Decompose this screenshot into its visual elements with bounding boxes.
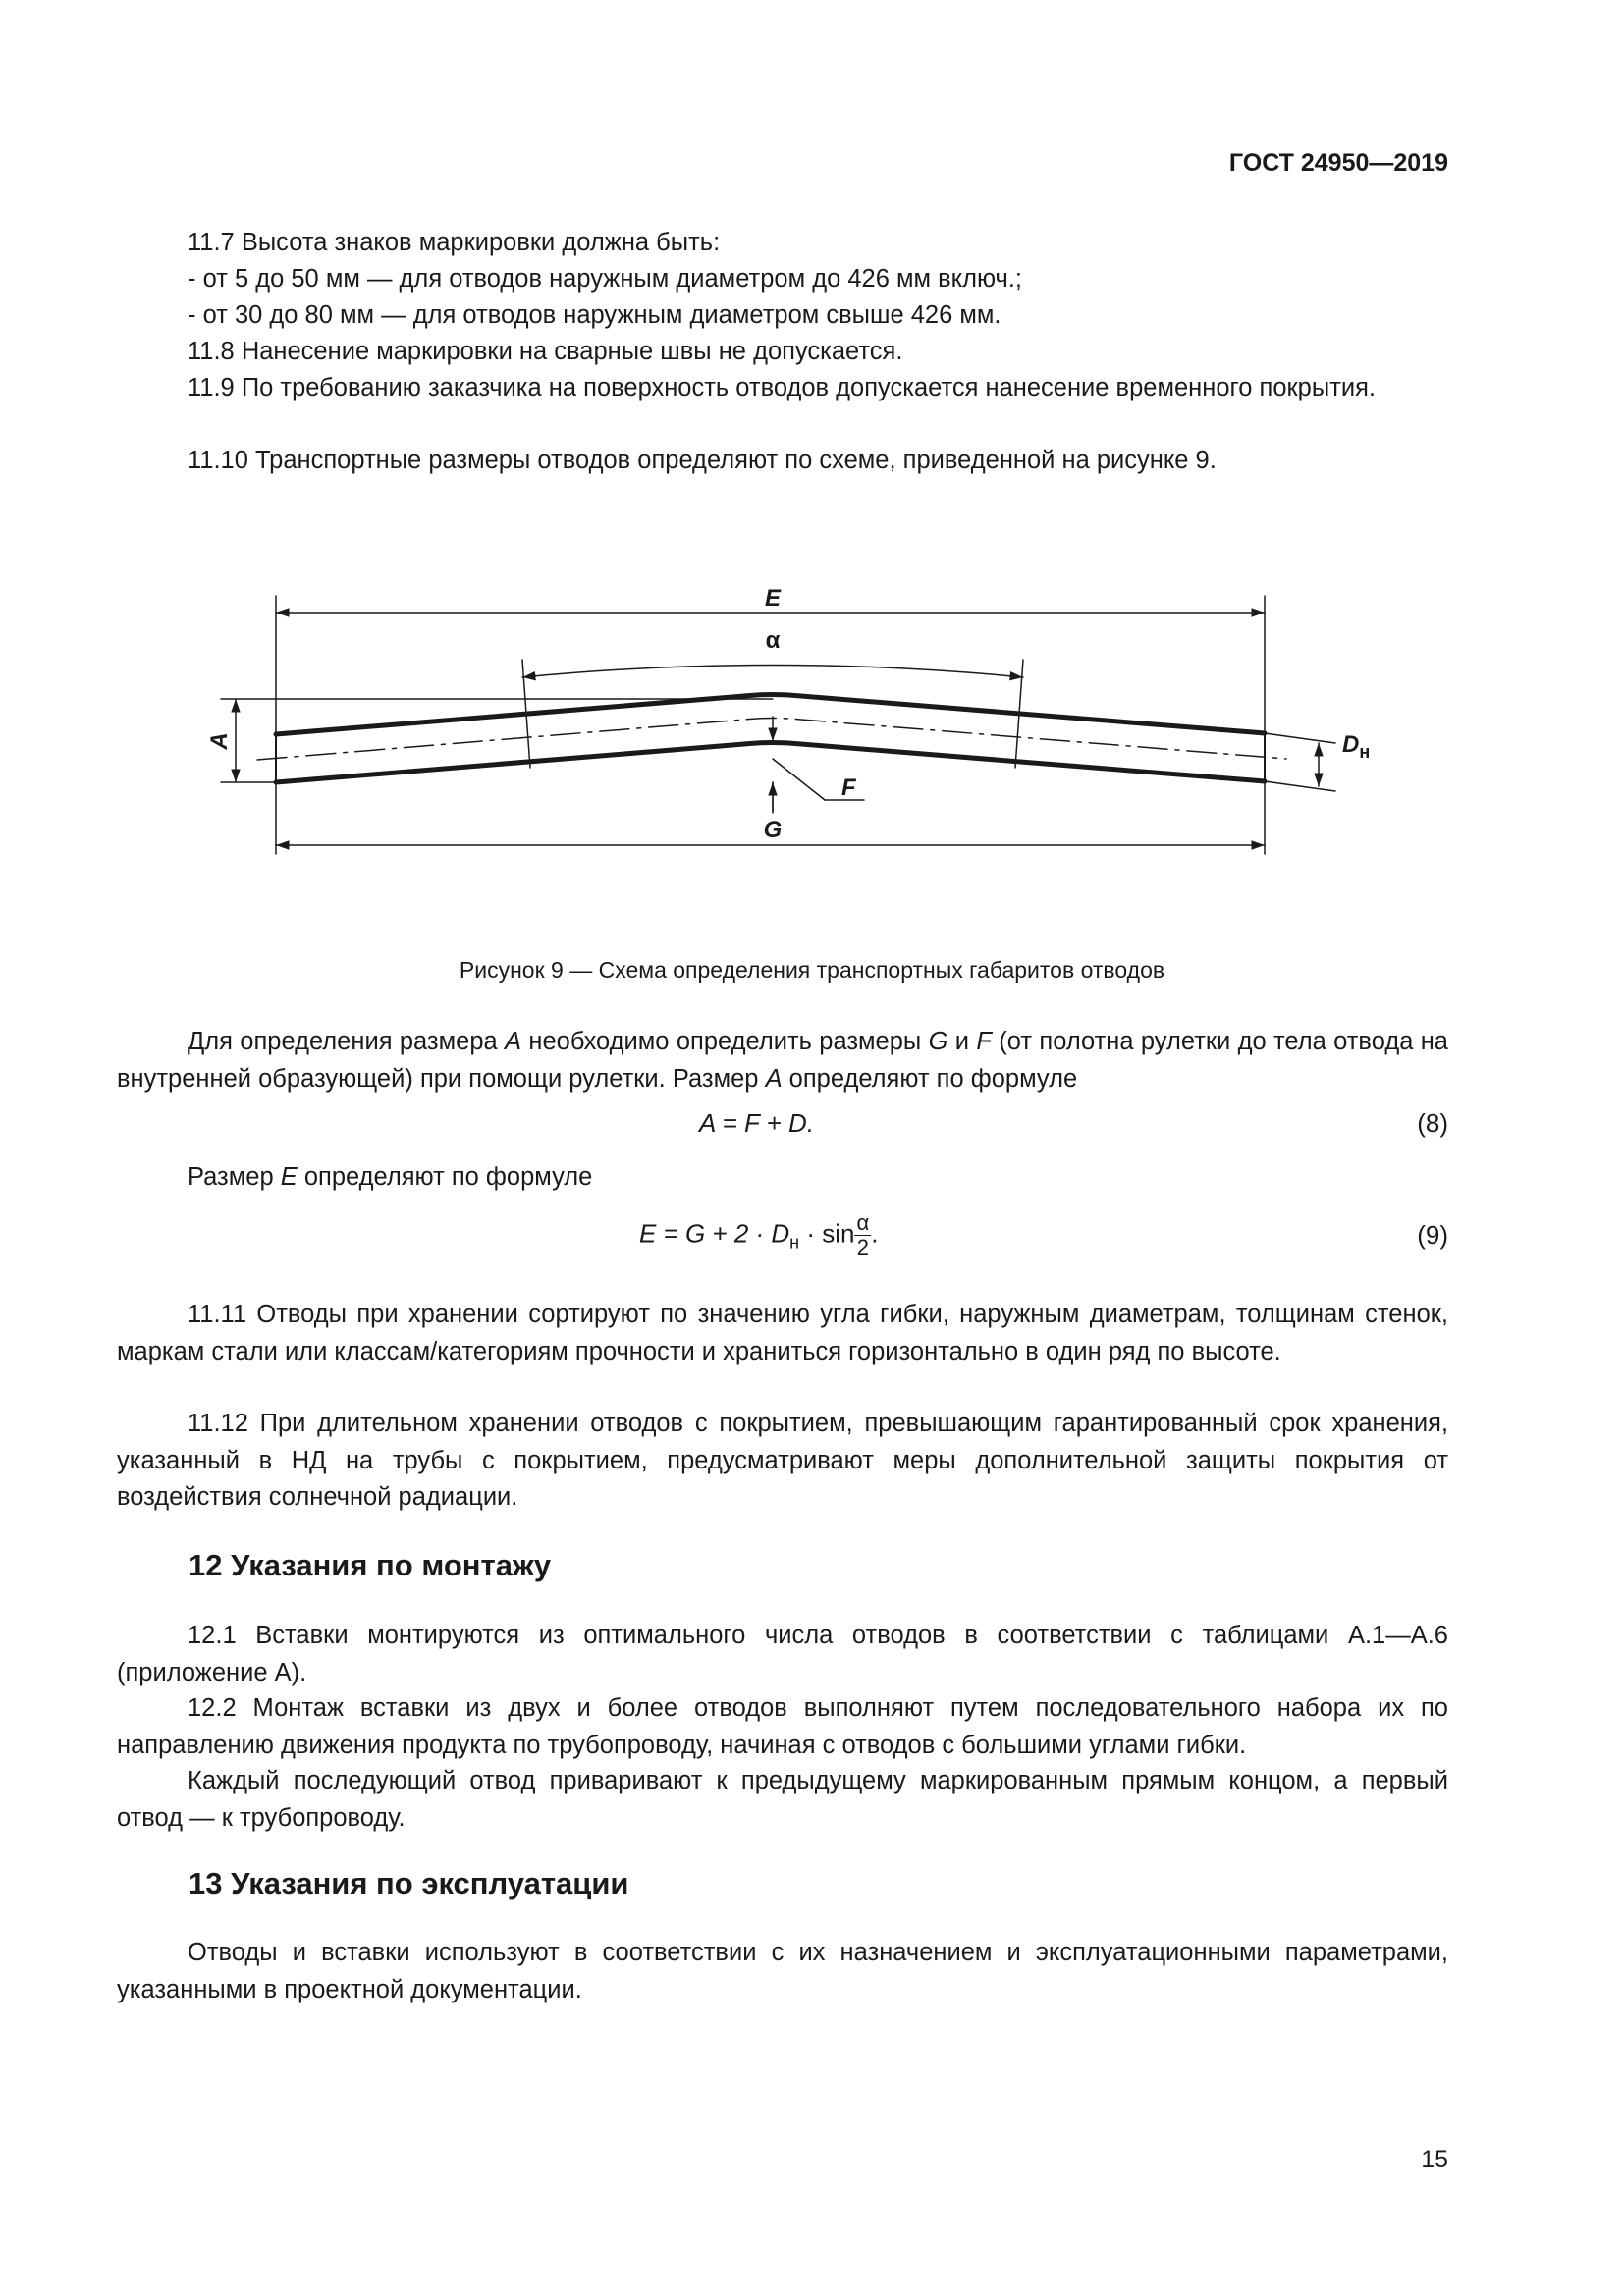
label-Dn: $D_н$	[1342, 731, 1371, 762]
list-item: - от 30 до 80 мм — для отводов наружным диаметром свыше 426 мм.	[188, 301, 1001, 329]
label-alpha: α	[765, 627, 781, 654]
paragraph-11-7: 11.7 Высота знаков маркировки должна быть:	[188, 229, 721, 256]
section-13-title: 13 Указания по эксплуатации	[189, 1866, 629, 1900]
paragraph-size-A: Для определения размера A необходимо определить размеры G и F (от полотна рулетки до тела отвода на внутренней образующей) при помощи рулетки. Размер A определяют по формуле	[117, 1028, 1448, 1093]
label-G: G	[763, 817, 783, 843]
formula-9: $E = G + 2 \cdot D_н \cdot \sin$ $\frac{\alpha}{2}$ .	[639, 1210, 879, 1259]
formula-9-number: (9)	[1417, 1220, 1448, 1250]
paragraph-13-1: Отводы и вставки используют в соответствии с их назначением и эксплуатационными параметрами, указанными в проектной документации.	[117, 1939, 1448, 2003]
label-F: F	[841, 774, 856, 801]
paragraph-11-10: 11.10 Транспортные размеры отводов определяют по схеме, приведенной на рисунке 9.	[188, 447, 1217, 474]
paragraph-11-12: 11.12 При длительном хранении отводов с покрытием, превышающим гарантированный срок хранения, указанный в НД на трубы с покрытием, предусматривают меры дополнительной защиты покрытия от воздействия солнечной радиации.	[117, 1410, 1448, 1511]
section-12-title: 12 Указания по монтажу	[189, 1548, 552, 1582]
paragraph-11-9: 11.9 По требованию заказчика на поверхность отводов допускается нанесение временного покрытия.	[188, 374, 1377, 401]
paragraph-12-1: 12.1 Вставки монтируются из оптимального числа отводов в соответствии с таблицами А.1—А.6 (приложение А).	[117, 1622, 1448, 1686]
formula-8: A = F + D.	[699, 1108, 815, 1138]
formula-8-number: (8)	[1417, 1108, 1448, 1138]
label-A: A	[206, 732, 233, 750]
paragraph-11-8: 11.8 Нанесение маркировки на сварные швы не допускается.	[188, 338, 903, 365]
figure-9-diagram	[0, 560, 1624, 883]
paragraph-12-3: Каждый последующий отвод приваривают к предыдущему маркированным прямым концом, а первый отвод — к трубопроводу.	[117, 1767, 1448, 1832]
label-E: E	[764, 585, 782, 612]
paragraph-size-E: Размер E определяют по формуле	[188, 1163, 593, 1191]
paragraph-12-2: 12.2 Монтаж вставки из двух и более отводов выполняют путем последовательного набора их по направлению движения продукта по трубопроводу, начиная с отводов с большими углами гибки.	[117, 1694, 1448, 1759]
page-number: 15	[1421, 2146, 1448, 2173]
list-item: - от 5 до 50 мм — для отводов наружным диаметром до 426 мм включ.;	[188, 265, 1023, 293]
paragraph-11-11: 11.11 Отводы при хранении сортируют по значению угла гибки, наружным диаметрам, толщинам стенок, маркам стали или классам/категориям прочности и храниться горизонтально в один ряд по высоте.	[117, 1301, 1448, 1365]
figure-caption: Рисунок 9 — Схема определения транспортных габаритов отводов	[459, 957, 1165, 983]
document-id: ГОСТ 24950—2019	[1228, 149, 1448, 177]
